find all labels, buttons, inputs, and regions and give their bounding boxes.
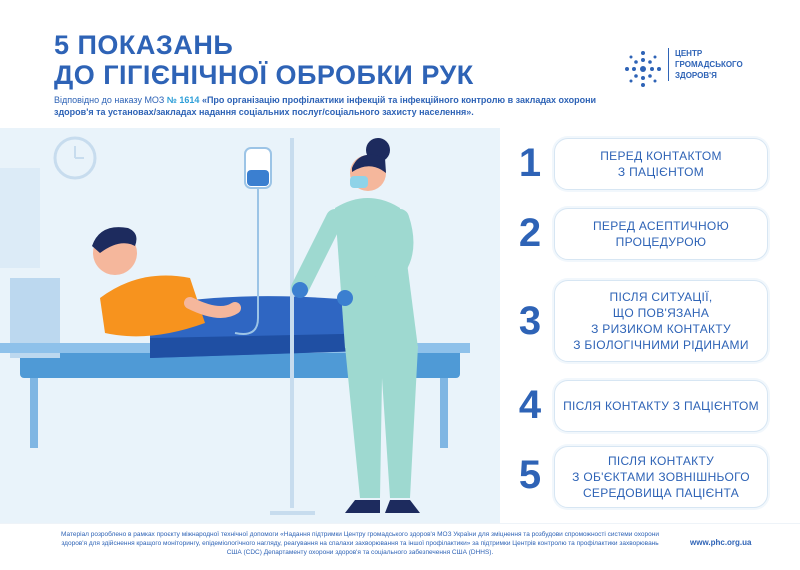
step-text: ПЕРЕД КОНТАКТОМ З ПАЦІЄНТОМ <box>554 138 768 190</box>
step-number: 5 <box>518 453 542 497</box>
subtitle <box>54 94 614 118</box>
subtitle-rest: «Про організацію профілактики інфекцій та інфекційного контролю в закладах охорони здоров'я та установах/закладах надання соціальних послуг/соціального захисту населення». <box>54 95 597 117</box>
window-shape <box>0 168 40 268</box>
step-text: ПІСЛЯ КОНТАКТУ З ОБ'ЄКТАМИ ЗОВНІШНЬОГО СЕРЕДОВИЩА ПАЦІЄНТА <box>554 446 768 508</box>
patient-nurse-scene <box>0 128 500 523</box>
logo-text: ЦЕНТР ГРОМАДСЬКОГО ЗДОРОВ'Я <box>668 48 765 81</box>
step-number: 1 <box>518 141 542 185</box>
snowflake-dots-logo-icon <box>622 48 664 90</box>
step-text: ПІСЛЯ СИТУАЦІЇ, ЩО ПОВ'ЯЗАНА З РИЗИКОМ КОНТАКТУ З БІОЛОГІЧНИМИ РІДИНАМИ <box>554 280 768 362</box>
step-1 <box>510 138 770 188</box>
header <box>0 0 800 128</box>
footer-disclaimer: Матеріал розроблено в рамках проєкту міжнародної технічної допомоги «Надання підтримки Центру громадського здоров'я МОЗ України для зміцнення та розбудови спроможності системи охорони здоров'я для здійснення кращого моніторингу, епідеміологічного нагляду, реагування на спалахи захворювання та іншої профілактики» за підтримки Центрів контролю та профілактики захворювань США (CDC) Департаменту охорони здоров'я та соціального забезпечення США (DHHS). <box>61 531 659 556</box>
order-number: № 1614 <box>166 95 200 105</box>
subtitle-prefix: Відповідно до наказу МОЗ <box>54 95 167 105</box>
step-3 <box>510 280 770 360</box>
step-2 <box>510 208 770 258</box>
title-line-1: 5 ПОКАЗАНЬ <box>54 30 234 60</box>
step-number: 2 <box>518 211 542 255</box>
footer <box>0 523 800 570</box>
step-5 <box>510 446 770 506</box>
title-line-2: ДО ГІГІЄНІЧНОЇ ОБРОБКИ РУК <box>54 60 474 90</box>
step-4 <box>510 380 770 430</box>
clock-icon <box>55 138 95 178</box>
step-number: 3 <box>518 299 542 343</box>
footer-url-link[interactable]: www.phc.org.ua <box>690 538 752 547</box>
hospital-illustration <box>0 128 500 523</box>
step-text: ПЕРЕД АСЕПТИЧНОЮ ПРОЦЕДУРОЮ <box>554 208 768 260</box>
step-text: ПІСЛЯ КОНТАКТУ З ПАЦІЄНТОМ <box>554 380 768 432</box>
phc-logo <box>622 44 762 94</box>
step-number: 4 <box>518 383 542 427</box>
